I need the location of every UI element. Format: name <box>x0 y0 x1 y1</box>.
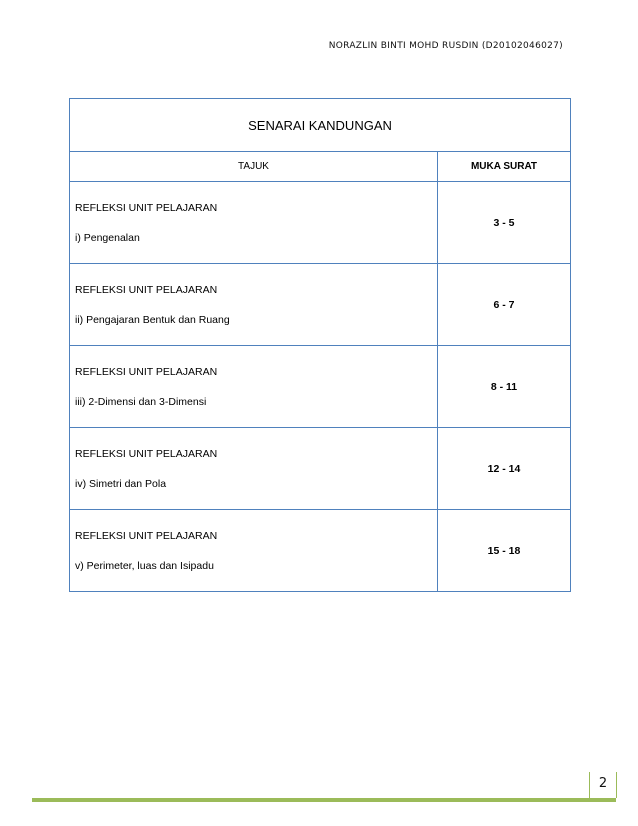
toc-column-header-row <box>70 152 571 182</box>
footer-rule <box>32 798 616 802</box>
entry-pages: 6 - 7 <box>438 264 571 346</box>
table-row <box>70 264 571 346</box>
entry-subtitle: v) Perimeter, luas dan Isipadu <box>75 559 214 572</box>
entry-subtitle: i) Pengenalan <box>75 231 140 244</box>
toc-title-row <box>70 99 571 152</box>
entry-title-cell <box>70 428 438 510</box>
toc-title-cell <box>70 99 571 152</box>
entry-subtitle: ii) Pengajaran Bentuk dan Ruang <box>75 313 230 326</box>
entry-subtitle: iii) 2-Dimensi dan 3-Dimensi <box>75 395 207 408</box>
entry-title-cell <box>70 346 438 428</box>
toc-title: SENARAI KANDUNGAN <box>248 118 392 133</box>
table-row <box>70 182 571 264</box>
entry-heading: REFLEKSI UNIT PELAJARAN <box>75 447 218 460</box>
column-header-tajuk: TAJUK <box>70 152 438 182</box>
page-number: 2 <box>589 772 617 798</box>
column-header-muka-surat: MUKA SURAT <box>438 152 571 182</box>
entry-subtitle: iv) Simetri dan Pola <box>75 477 167 490</box>
entry-title-cell <box>70 510 438 592</box>
entry-pages: 8 - 11 <box>438 346 571 428</box>
table-row <box>70 346 571 428</box>
entry-heading: REFLEKSI UNIT PELAJARAN <box>75 283 218 296</box>
header-author: NORAZLIN BINTI MOHD RUSDIN (D20102046027) <box>328 41 563 51</box>
entry-title-cell <box>70 264 438 346</box>
entry-pages: 12 - 14 <box>438 428 571 510</box>
table-row <box>70 510 571 592</box>
table-of-contents <box>69 98 571 592</box>
entry-heading: REFLEKSI UNIT PELAJARAN <box>75 365 218 378</box>
table-row <box>70 428 571 510</box>
entry-title-cell <box>70 182 438 264</box>
entry-pages: 3 - 5 <box>438 182 571 264</box>
entry-pages: 15 - 18 <box>438 510 571 592</box>
entry-heading: REFLEKSI UNIT PELAJARAN <box>75 201 218 214</box>
entry-heading: REFLEKSI UNIT PELAJARAN <box>75 529 218 542</box>
